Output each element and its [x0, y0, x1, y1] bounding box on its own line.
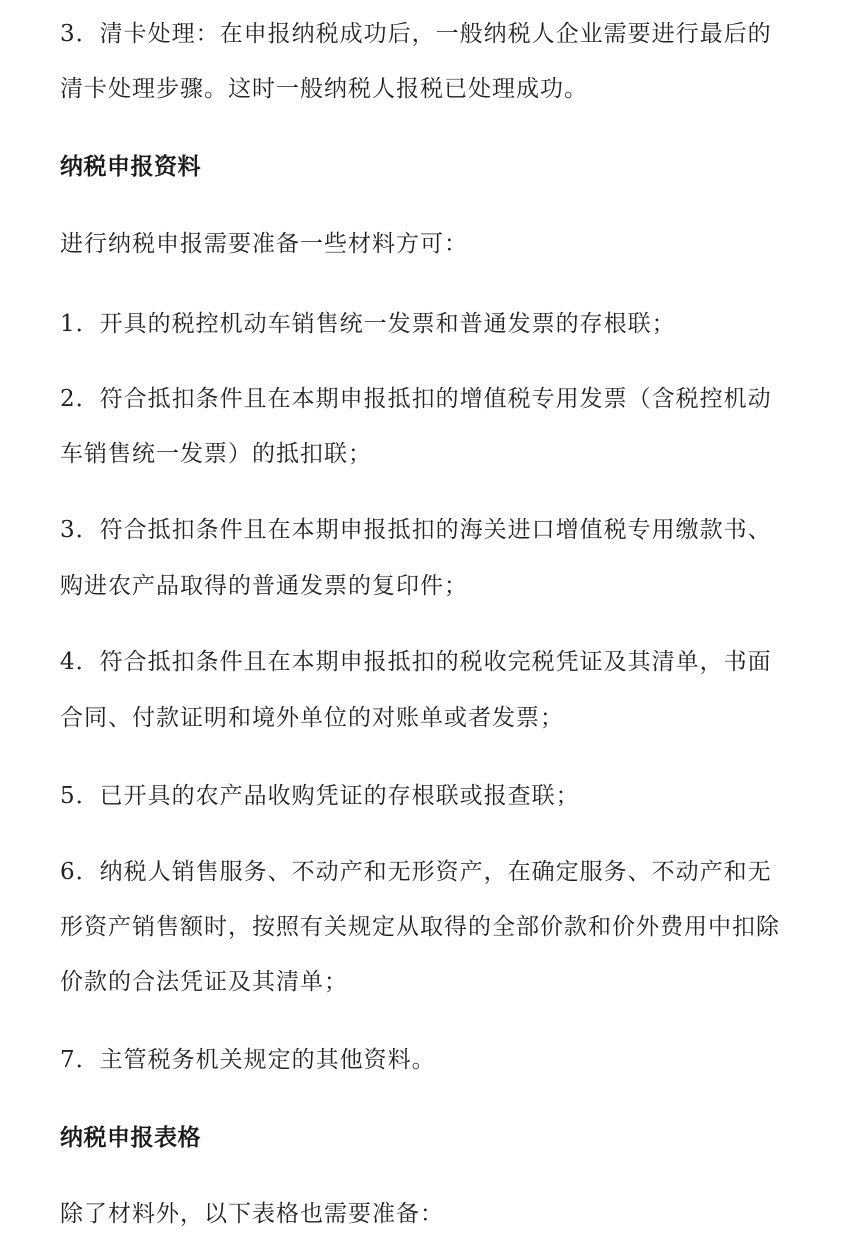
list-item-2-line1: 2．符合抵扣条件且在本期申报抵扣的增值税专用发票（含税控机动	[60, 386, 772, 412]
section-heading-materials: 纳税申报资料	[60, 154, 201, 180]
list-item-3-line1: 3．符合抵扣条件且在本期申报抵扣的海关进口增值税专用缴款书、	[60, 517, 772, 543]
list-item-7: 7．主管税务机关规定的其他资料。	[60, 1047, 436, 1073]
list-item-2-line2: 车销售统一发票）的抵扣联；	[60, 441, 372, 467]
paragraph-materials-intro: 进行纳税申报需要准备一些材料方可：	[60, 231, 468, 257]
section-heading-forms: 纳税申报表格	[60, 1125, 201, 1151]
list-item-4-line1: 4．符合抵扣条件且在本期申报抵扣的税收完税凭证及其清单，书面	[60, 649, 772, 675]
list-item-6-line2: 形资产销售额时，按照有关规定从取得的全部价款和价外费用中扣除	[60, 914, 780, 940]
list-item-4-line2: 合同、付款证明和境外单位的对账单或者发票；	[60, 705, 564, 731]
list-item-5: 5．已开具的农产品收购凭证的存根联或报查联；	[60, 783, 580, 809]
list-item-6-line3: 价款的合法凭证及其清单；	[60, 969, 348, 995]
list-item-1: 1．开具的税控机动车销售统一发票和普通发票的存根联；	[60, 311, 676, 337]
paragraph-step3-line1: 3．清卡处理：在申报纳税成功后，一般纳税人企业需要进行最后的	[60, 21, 772, 47]
list-item-6-line1: 6．纳税人销售服务、不动产和无形资产，在确定服务、不动产和无	[60, 859, 772, 885]
list-item-3-line2: 购进农产品取得的普通发票的复印件；	[60, 573, 468, 599]
paragraph-step3-line2: 清卡处理步骤。这时一般纳税人报税已处理成功。	[60, 76, 588, 102]
paragraph-forms-intro: 除了材料外，以下表格也需要准备：	[60, 1201, 444, 1227]
